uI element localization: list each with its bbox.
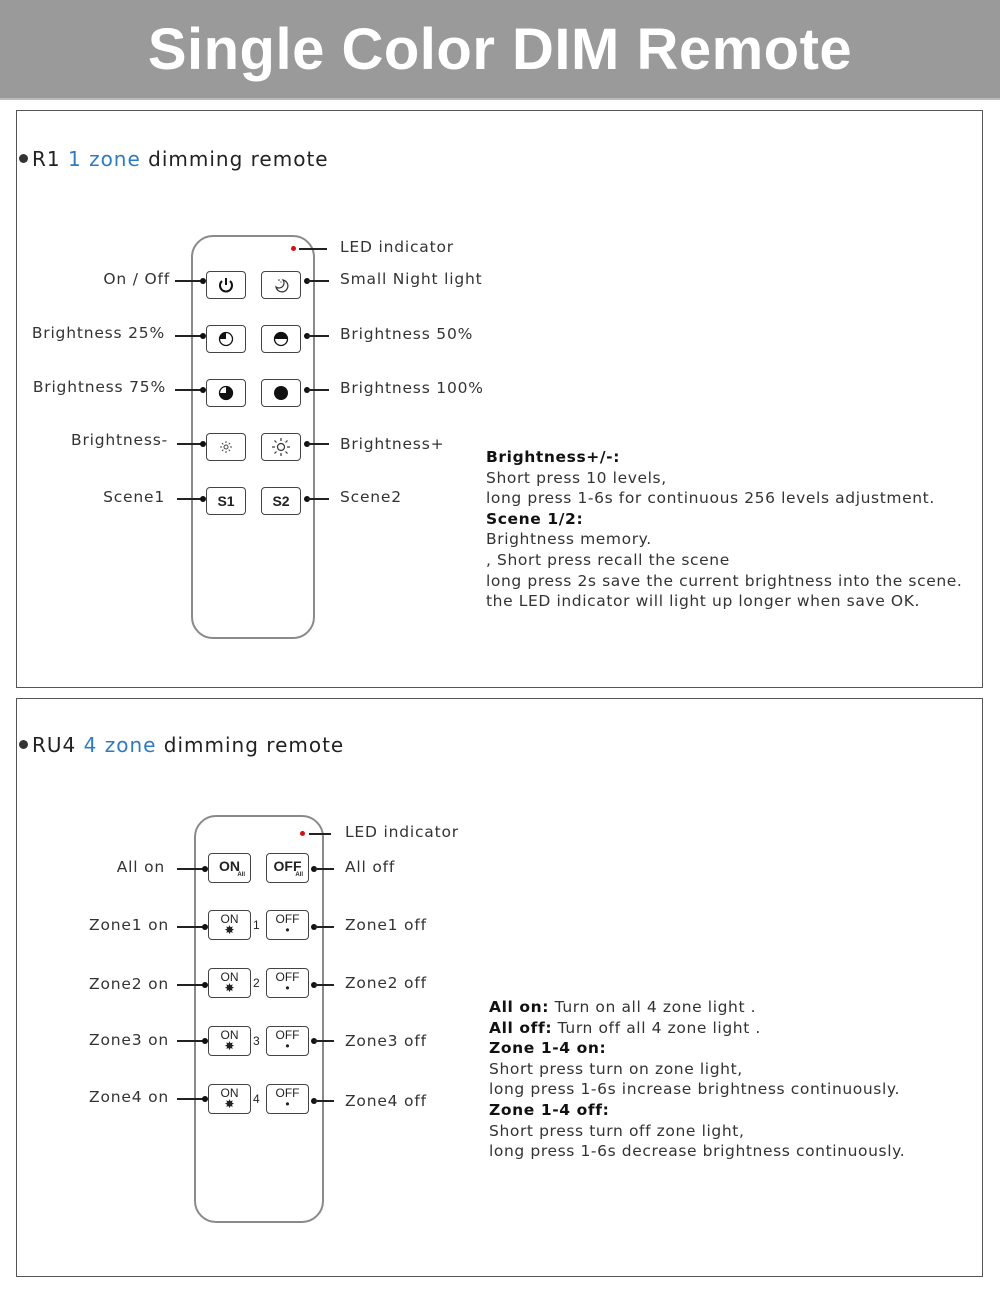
desc-line: Short press 10 levels, (486, 468, 667, 487)
off-label: OFF (275, 1086, 300, 1100)
leader-pin (202, 866, 208, 872)
zone1-on-button[interactable] (208, 910, 251, 940)
on-label: ON (220, 1028, 239, 1042)
zone-number: 4 (253, 1092, 260, 1106)
zone1-off-button[interactable] (266, 910, 309, 940)
all-on-title: All on: (489, 998, 550, 1016)
r1-panel (16, 110, 983, 688)
all-on-button-label: ON (219, 858, 240, 874)
leader-line (177, 868, 205, 870)
banner (0, 0, 1000, 100)
full-circle-icon (272, 384, 290, 402)
led-indicator-label: LED indicator (340, 238, 454, 256)
r1-heading (19, 147, 329, 171)
label-zone4-on: Zone4 on (89, 1088, 169, 1106)
model-name: R1 (32, 147, 61, 171)
leader-line (314, 868, 334, 870)
sun-small-icon (219, 440, 233, 454)
scene2-button[interactable] (261, 487, 301, 515)
zone3-on-button[interactable] (208, 1026, 251, 1056)
desc-line: long press 2s save the current brightness into the scene. (486, 571, 963, 590)
bullet-icon (19, 154, 28, 163)
label-scene2: Scene2 (340, 488, 402, 506)
dot-icon: • (285, 981, 290, 995)
dot-icon: • (285, 923, 290, 937)
scene1-button-label: S1 (217, 493, 235, 509)
desc-line: Turn off all 4 zone light . (552, 1018, 761, 1037)
label-all-off: All off (345, 858, 396, 876)
label-brightness-50: Brightness 50% (340, 325, 474, 343)
leader-pin (200, 387, 206, 393)
zone-number: 2 (253, 976, 260, 990)
off-label: OFF (275, 1028, 300, 1042)
zone3-off-button[interactable] (266, 1026, 309, 1056)
on-label: ON (220, 1086, 239, 1100)
ru4-description (489, 997, 905, 1162)
label-zone2-on: Zone2 on (89, 975, 169, 993)
half-circle-icon (272, 330, 290, 348)
leader-line (177, 926, 205, 928)
off-label: OFF (275, 970, 300, 984)
leader-pin (202, 982, 208, 988)
leader-pin (202, 924, 208, 930)
zone-count: 4 zone (83, 733, 157, 757)
desc-line: Brightness memory. (486, 530, 652, 549)
label-small-night-light: Small Night light (340, 270, 483, 288)
leader-line (307, 280, 329, 282)
leader-line (314, 926, 334, 928)
heading-rest: dimming remote (148, 147, 329, 171)
led-indicator-icon (291, 246, 296, 251)
off-label: OFF (275, 912, 300, 926)
desc-line: Short press turn off zone light, (489, 1121, 745, 1140)
leader-line (307, 498, 329, 500)
led-indicator-label: LED indicator (345, 823, 459, 841)
label-brightness-100: Brightness 100% (340, 379, 484, 397)
desc-line: the LED indicator will light up longer when save OK. (486, 592, 920, 611)
label-zone3-off: Zone3 off (345, 1032, 427, 1050)
sun-icon: ✸ (224, 923, 235, 937)
zone4-on-button[interactable] (208, 1084, 251, 1114)
zone-number: 3 (253, 1034, 260, 1048)
leader-line (314, 984, 334, 986)
label-all-on: All on (116, 858, 165, 876)
ru4-heading (19, 733, 344, 757)
label-scene1: Scene1 (103, 488, 165, 506)
desc-line: , Short press recall the scene (486, 550, 730, 569)
leader-line (309, 833, 331, 835)
label-zone3-on: Zone3 on (89, 1031, 169, 1049)
all-on-button[interactable] (208, 853, 251, 883)
desc-line: long press 1-6s increase brightness continuously. (489, 1080, 900, 1099)
all-off-button-label: OFF (273, 858, 302, 874)
leader-line (299, 248, 327, 250)
on-label: ON (220, 912, 239, 926)
moon-icon (272, 276, 290, 294)
all-sub-label: All (295, 872, 303, 878)
leader-pin (202, 1038, 208, 1044)
label-on-off: On / Off (103, 270, 170, 288)
scene-title: Scene 1/2: (486, 509, 584, 528)
quarter-circle-icon (217, 330, 235, 348)
leader-line (175, 389, 203, 391)
leader-pin (200, 333, 206, 339)
leader-line (307, 443, 329, 445)
leader-pin (200, 278, 206, 284)
label-zone4-off: Zone4 off (345, 1092, 427, 1110)
scene2-button-label: S2 (272, 493, 290, 509)
brightness-50-button[interactable] (261, 325, 301, 353)
three-quarter-circle-icon (217, 384, 235, 402)
zone2-off-button[interactable] (266, 968, 309, 998)
leader-line (175, 335, 203, 337)
sun-large-icon (271, 437, 291, 457)
zone-off-title: Zone 1-4 off: (489, 1100, 610, 1119)
leader-line (177, 984, 205, 986)
desc-line: Short press turn on zone light, (489, 1059, 743, 1078)
desc-line: Turn on all 4 zone light . (549, 998, 757, 1016)
zone2-on-button[interactable] (208, 968, 251, 998)
on-off-button[interactable] (206, 271, 246, 299)
dot-icon: • (285, 1097, 290, 1111)
model-name: RU4 (32, 733, 77, 757)
r1-description (486, 447, 962, 612)
led-indicator-icon (300, 831, 305, 836)
label-brightness-minus: Brightness- (71, 431, 168, 449)
sun-icon: ✸ (224, 981, 235, 995)
sun-icon: ✸ (224, 1097, 235, 1111)
brightness-100-button[interactable] (261, 379, 301, 407)
on-label: ON (220, 970, 239, 984)
desc-line: long press 1-6s decrease brightness continuously. (489, 1142, 906, 1161)
power-icon (217, 276, 235, 294)
heading-rest: dimming remote (163, 733, 345, 757)
leader-line (177, 1040, 205, 1042)
leader-pin (200, 441, 206, 447)
zone4-off-button[interactable] (266, 1084, 309, 1114)
scene1-button[interactable] (206, 487, 246, 515)
label-zone2-off: Zone2 off (345, 974, 427, 992)
desc-line: long press 1-6s for continuous 256 levels adjustment. (486, 489, 935, 508)
leader-pin (202, 1096, 208, 1102)
sun-icon: ✸ (224, 1039, 235, 1053)
brightness-25-button[interactable] (206, 325, 246, 353)
label-brightness-75: Brightness 75% (32, 378, 166, 396)
all-sub-label: All (237, 872, 245, 878)
leader-line (314, 1100, 334, 1102)
brightness-plus-button[interactable] (261, 433, 301, 461)
bullet-icon (19, 740, 28, 749)
brightness-title: Brightness+/-: (486, 448, 620, 466)
label-brightness-plus: Brightness+ (340, 435, 445, 453)
zone-count: 1 zone (67, 147, 141, 171)
zone-on-title: Zone 1-4 on: (489, 1039, 607, 1058)
brightness-minus-button[interactable] (206, 433, 246, 461)
leader-pin (200, 496, 206, 502)
label-zone1-off: Zone1 off (345, 916, 427, 934)
dot-icon: • (285, 1039, 290, 1053)
all-off-button[interactable] (266, 853, 309, 883)
leader-line (177, 1098, 205, 1100)
zone-number: 1 (253, 918, 260, 932)
leader-line (175, 280, 203, 282)
label-brightness-25: Brightness 25% (31, 324, 165, 342)
ru4-panel (16, 698, 983, 1277)
leader-line (307, 335, 329, 337)
label-zone1-on: Zone1 on (89, 916, 169, 934)
night-light-button[interactable] (261, 271, 301, 299)
leader-line (314, 1040, 334, 1042)
all-off-title: All off: (489, 1018, 553, 1037)
page-title: Single Color DIM Remote (147, 16, 853, 82)
leader-line (307, 389, 329, 391)
brightness-75-button[interactable] (206, 379, 246, 407)
